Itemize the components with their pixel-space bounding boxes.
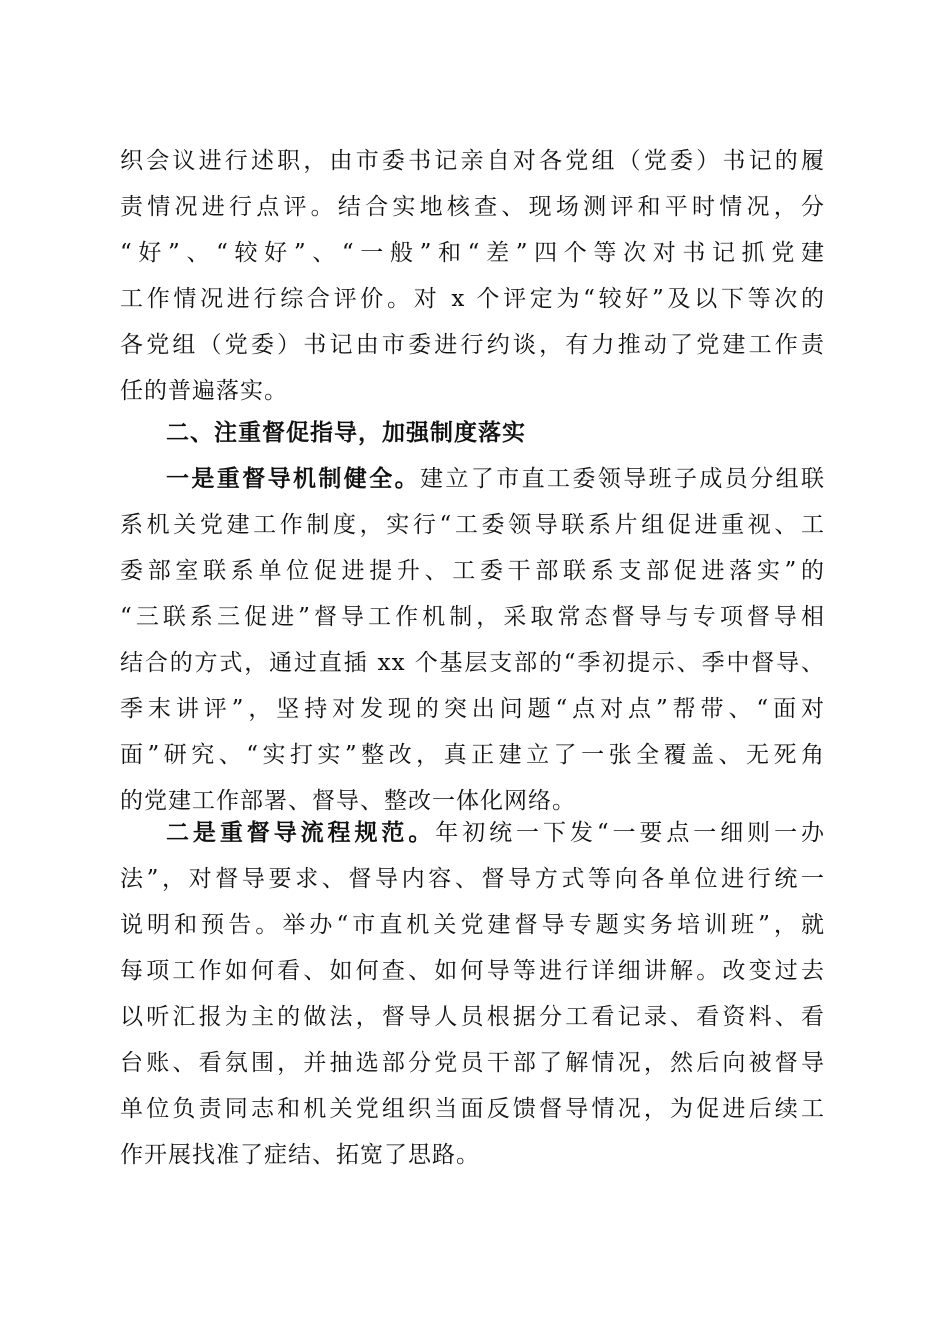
text-line: 结合的方式，通过直插 xx 个基层支部的“季初提示、季中督导、: [120, 650, 825, 676]
section-heading: 二、注重督促指导，加强制度落实: [166, 420, 526, 446]
text-line: 织会议进行述职，由市委书记亲自对各党组（党委）书记的履: [120, 148, 825, 174]
paragraph-lead: 一是重督导机制健全。: [166, 465, 420, 492]
section-two: [120, 410, 825, 456]
text-line: 系机关党建工作制度，实行“工委领导联系片组促进重视、工: [120, 512, 825, 538]
text-line: 法”，对督导要求、督导内容、督导方式等向各单位进行统一: [120, 866, 825, 892]
text-line: 季末讲评”，坚持对发现的突出问题“点对点”帮带、“面对: [120, 696, 825, 722]
paragraph-text: 建立了市直工委领导班子成员分组联: [420, 466, 825, 492]
text-line: “好”、“较好”、“一般”和“差”四个等次对书记抓党建: [120, 240, 825, 266]
text-line: 单位负责同志和机关党组织当面反馈督导情况，为促进后续工: [120, 1096, 825, 1122]
text-line: 的党建工作部署、督导、整改一体化网络。: [120, 788, 576, 814]
paragraph-first-line: [120, 810, 825, 856]
paragraph-text: 年初统一下发“一要点一细则一办: [435, 820, 825, 846]
text-line: 每项工作如何看、如何查、如何导等进行详细讲解。改变过去: [120, 958, 825, 984]
text-line: “三联系三促进”督导工作机制，采取常态督导与专项督导相: [120, 604, 825, 630]
text-line: 责情况进行点评。结合实地核查、现场测评和平时情况，分: [120, 194, 825, 220]
text-line: 作开展找准了症结、拓宽了思路。: [120, 1142, 480, 1168]
text-line: 面”研究、“实打实”整改，真正建立了一张全覆盖、无死角: [120, 742, 825, 768]
text-line: 工作情况进行综合评价。对 x 个评定为“较好”及以下等次的: [120, 286, 825, 312]
paragraph-supervision-mechanism: [120, 456, 825, 824]
paragraph-continuation: [120, 138, 825, 414]
paragraph-supervision-process: [120, 810, 825, 1178]
paragraph-lead: 二是重督导流程规范。: [166, 819, 436, 846]
text-line: 各党组（党委）书记由市委进行约谈，有力推动了党建工作责: [120, 332, 825, 358]
paragraph-first-line: [120, 456, 825, 502]
text-line: 台账、看氛围，并抽选部分党员干部了解情况，然后向被督导: [120, 1050, 825, 1076]
text-line: 任的普遍落实。: [120, 378, 288, 404]
text-line: 说明和预告。举办“市直机关党建督导专题实务培训班”，就: [120, 912, 825, 938]
text-line: 委部室联系单位促进提升、工委干部联系支部促进落实”的: [120, 558, 825, 584]
text-line: 以听汇报为主的做法，督导人员根据分工看记录、看资料、看: [120, 1004, 825, 1030]
